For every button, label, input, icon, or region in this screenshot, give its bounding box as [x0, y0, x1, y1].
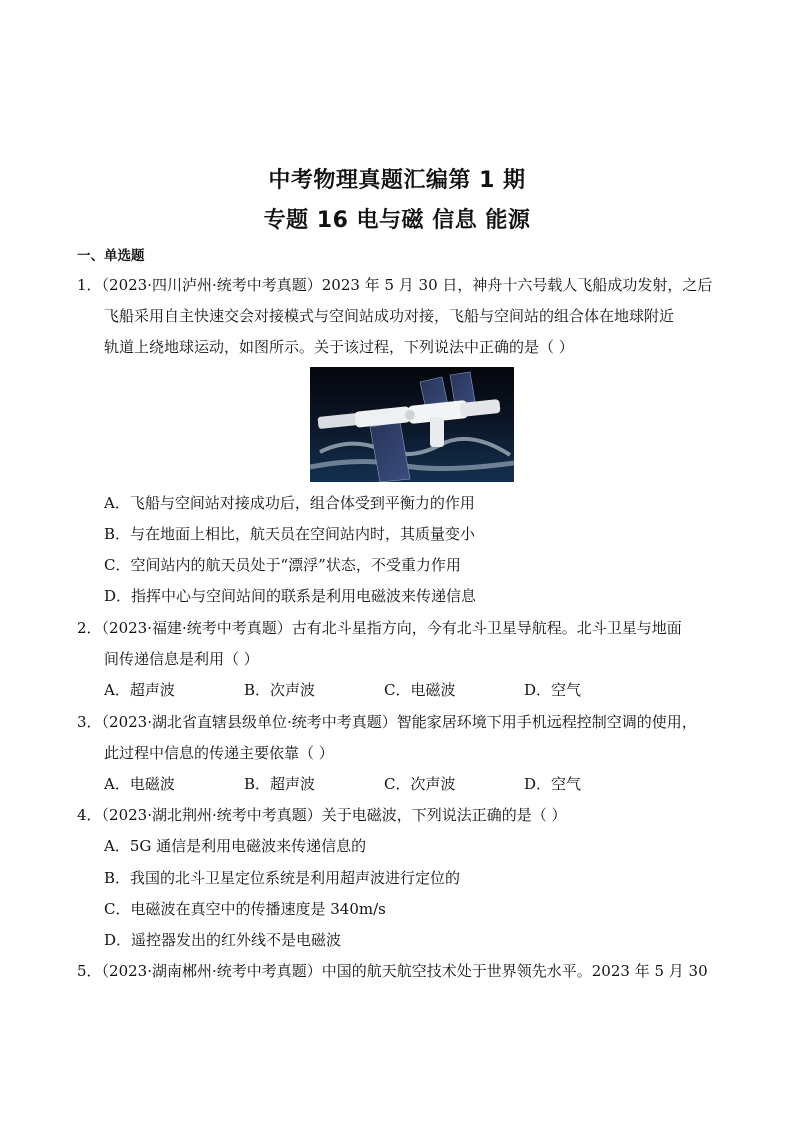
question-2-line-2: 间传递信息是利用（ ） — [104, 650, 259, 668]
question-3-line-2: 此过程中信息的传递主要依靠（ ） — [104, 744, 334, 762]
question-1-line-1: 1．（2023·四川泸州·统考中考真题）2023 年 5 月 30 日，神舟十六号载人飞船成功发射，之后 — [77, 276, 713, 294]
section-heading: 一、单选题 — [77, 248, 145, 264]
question-2-option-c: C．电磁波 — [384, 681, 456, 699]
question-4-option-d: D．遥控器发出的红外线不是电磁波 — [104, 931, 342, 949]
document-title: 中考物理真题汇编第 1 期 — [268, 168, 526, 193]
question-1-line-2: 飞船采用自主快速交会对接模式与空间站成功对接，飞船与空间站的组合体在地球附近 — [104, 307, 675, 325]
question-3-options — [104, 774, 664, 794]
question-2-option-a: A．超声波 — [104, 681, 175, 699]
question-3-line-1: 3．（2023·湖北省直辖县级单位·统考中考真题）智能家居环境下用手机远程控制空调的使用， — [77, 713, 697, 731]
question-4-option-c: C．电磁波在真空中的传播速度是 340m/s — [104, 900, 386, 918]
question-1-line-3: 轨道上绕地球运动，如图所示。关于该过程，下列说法中正确的是（ ） — [104, 338, 574, 356]
question-1-option-d: D．指挥中心与空间站间的联系是利用电磁波来传递信息 — [104, 587, 477, 605]
question-2-line-1: 2．（2023·福建·统考中考真题）古有北斗星指方向，今有北斗卫星导航程。北斗卫星与地面 — [77, 619, 682, 637]
question-1-option-a: A．飞船与空间站对接成功后，组合体受到平衡力的作用 — [104, 494, 475, 512]
question-4-option-a: A．5G 通信是利用电磁波来传递信息的 — [104, 837, 367, 855]
question-2-option-d: D．空气 — [524, 681, 582, 699]
question-1-option-c: C．空间站内的航天员处于“漂浮”状态，不受重力作用 — [104, 556, 461, 574]
question-3-option-d: D．空气 — [524, 775, 582, 793]
question-4-option-b: B．我国的北斗卫星定位系统是利用超声波进行定位的 — [104, 869, 461, 887]
question-4-line-1: 4．（2023·湖北荆州·统考中考真题）关于电磁波，下列说法正确的是（ ） — [77, 806, 567, 824]
question-2-option-b: B．次声波 — [244, 681, 316, 699]
space-station-photo — [310, 367, 514, 482]
question-3-option-a: A．电磁波 — [104, 775, 175, 793]
document-subtitle: 专题 16 电与磁 信息 能源 — [263, 208, 531, 233]
question-3-option-c: C．次声波 — [384, 775, 456, 793]
question-2-options — [104, 680, 664, 700]
question-3-option-b: B．超声波 — [244, 775, 316, 793]
question-1-option-b: B．与在地面上相比，航天员在空间站内时，其质量变小 — [104, 525, 476, 543]
question-5-line-1: 5．（2023·湖南郴州·统考中考真题）中国的航天航空技术处于世界领先水平。2023 年 5 月 30 — [77, 962, 708, 980]
